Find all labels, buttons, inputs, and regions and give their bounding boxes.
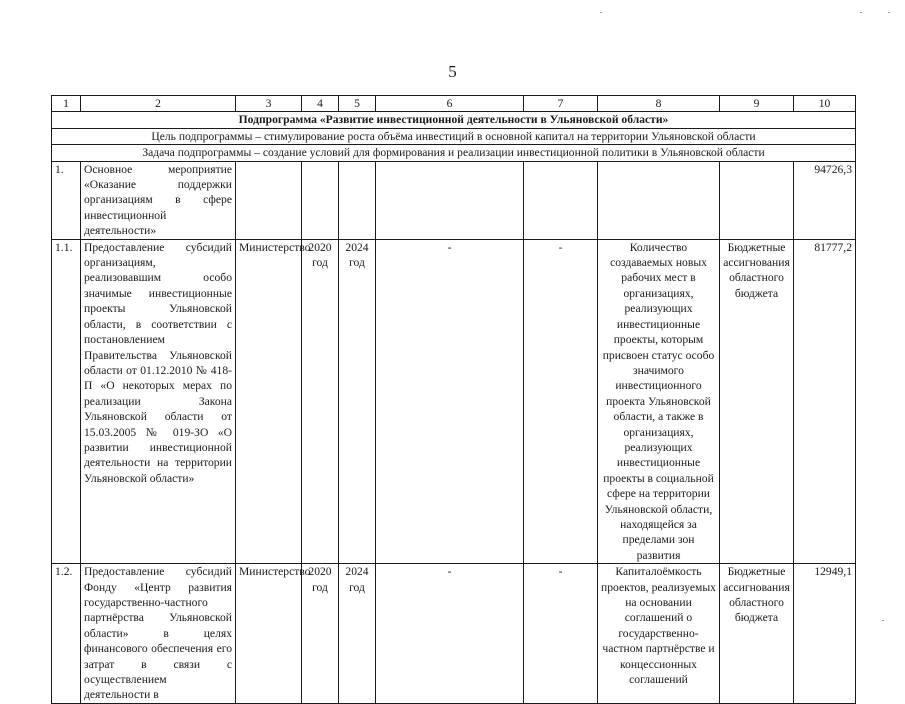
end-year: 2024 год [339,239,376,564]
executor: Министерство [236,239,302,564]
funding-amount: 94726,3 [794,161,856,239]
column-header: 8 [598,96,720,112]
table-row [52,239,856,564]
indicator: Капиталоёмкость проектов, реализуемых на основании соглашений о государственно-частном партнёрстве и концессионных соглашений [598,564,720,704]
activity-name: Предоставление субсидий организациям, реализовавшим особо значимые инвестиционные проекты Ульяновской области, в соответствии с постановлением Правительства Ульяновской области от 01.12.2010 № 418-П «О некоторых мерах по реализации Закона Ульяновской области от 15.03.2005 № 019-ЗО «О развитии инвестиционной деятельности на территории Ульяновской области» [81,239,236,564]
column-number-row [52,96,856,112]
executor [236,161,302,239]
column-header: 9 [720,96,794,112]
column-header: 6 [376,96,524,112]
column-header: 7 [524,96,598,112]
column-header: 3 [236,96,302,112]
subprogram-task: Задача подпрограммы – создание условий для формирования и реализации инвестиционной политики в Ульяновской области [52,145,856,161]
col7-value [524,161,598,239]
column-header: 2 [81,96,236,112]
col7-value: - [524,564,598,704]
executor: Министерство [236,564,302,704]
row-number: 1.2. [52,564,81,704]
table-row [52,161,856,239]
scan-speck [882,620,884,621]
page-number: 5 [448,62,457,81]
scan-speck [860,12,862,13]
col7-value: - [524,239,598,564]
scan-speck [888,12,890,13]
start-year: 2020 год [302,239,339,564]
column-header: 4 [302,96,339,112]
table-row [52,564,856,704]
column-header: 1 [52,96,81,112]
subprogram-goal: Цель подпрограммы – стимулирование роста объёма инвестиций в основной капитал на территории Ульяновской области [52,128,856,144]
end-year: 2024 год [339,564,376,704]
col6-value: - [376,564,524,704]
end-year [339,161,376,239]
funding-source [720,161,794,239]
start-year: 2020 год [302,564,339,704]
scan-speck [600,12,602,13]
indicator [598,161,720,239]
activity-name: Предоставление субсидий Фонду «Центр развития государственно-частного партнёрства Ульяновской области» в целях финансового обеспечения его затрат в связи с осуществлением деятельности в [81,564,236,704]
funding-source: Бюджетные ассигнования областного бюджета [720,239,794,564]
goal-row [52,128,856,144]
activity-name: Основное мероприятие «Оказание поддержки организациям в сфере инвестиционной деятельности» [81,161,236,239]
program-table [51,95,856,704]
funding-amount: 81777,2 [794,239,856,564]
subprogram-title: Подпрограмма «Развитие инвестиционной деятельности в Ульяновской области» [52,112,856,128]
subprogram-row [52,112,856,128]
col6-value [376,161,524,239]
funding-source: Бюджетные ассигнования областного бюджета [720,564,794,704]
column-header: 10 [794,96,856,112]
col6-value: - [376,239,524,564]
start-year [302,161,339,239]
funding-amount: 12949,1 [794,564,856,704]
task-row [52,145,856,161]
column-header: 5 [339,96,376,112]
row-number: 1. [52,161,81,239]
indicator: Количество создаваемых новых рабочих мест в организациях, реализующих инвестиционные проекты, которым присвоен статус особо значимого инвестиционного проекта Ульяновской области, а также в организациях, реализующих инвестиционные проекты в социальной сфере на территории Ульяновской области, находящейся за пределами зон развития [598,239,720,564]
row-number: 1.1. [52,239,81,564]
